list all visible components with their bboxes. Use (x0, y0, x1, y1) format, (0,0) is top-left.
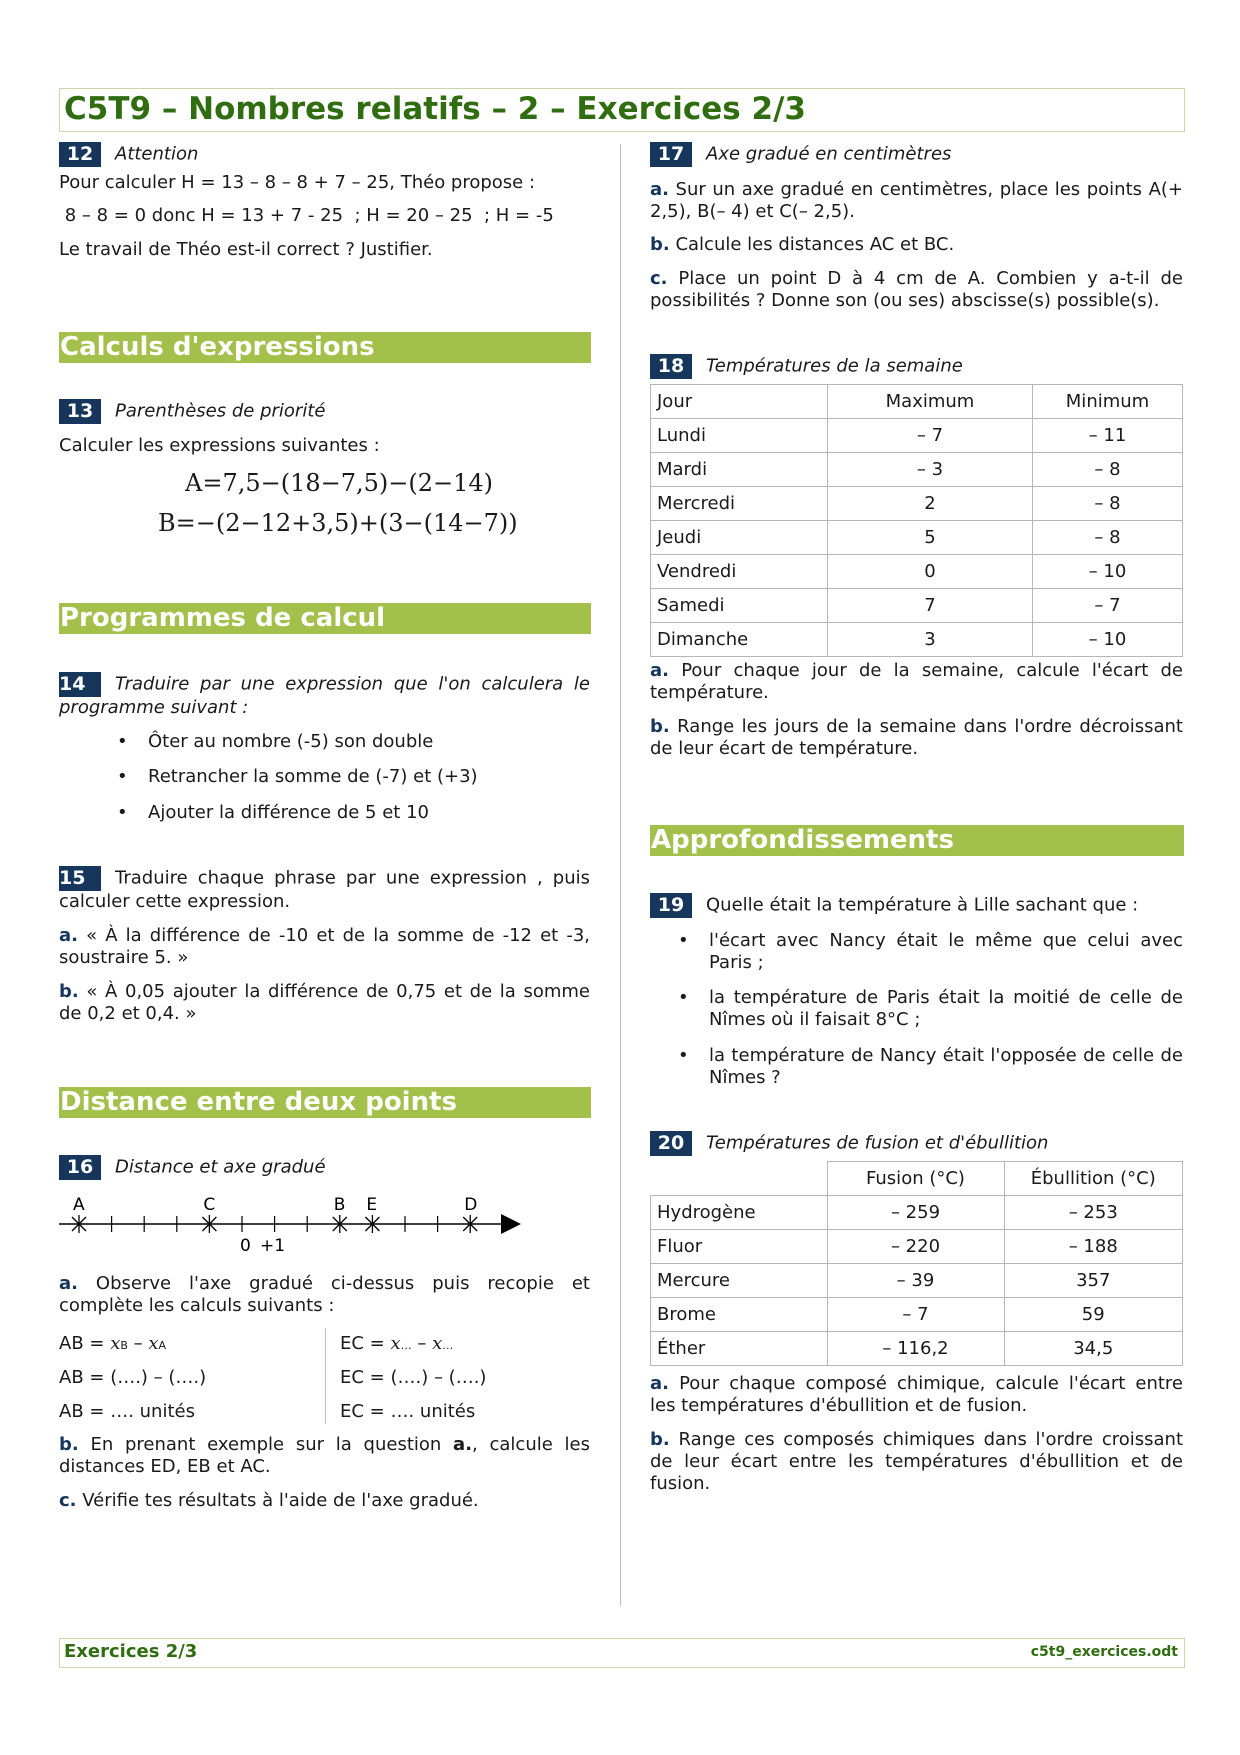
table-header (651, 1162, 828, 1196)
axis-point-c (202, 1195, 216, 1233)
exercise-18-header (650, 354, 963, 379)
x-var: x (432, 1333, 443, 1354)
ex19-item-2: • la température de Paris était la moitié de celle de Nîmes où il faisait 8°C ; (709, 987, 1183, 1031)
column-divider (620, 144, 621, 1606)
x-var: x (148, 1333, 159, 1354)
calc-ec-2: EC = (….) – (….) (340, 1367, 487, 1388)
question-label: b. (650, 1429, 670, 1450)
calc-ab-1 (59, 1333, 166, 1357)
question-label: a. (59, 925, 78, 946)
question-label: c. (59, 1490, 77, 1511)
table-cell: Brome (651, 1298, 828, 1332)
table-cell: Mercredi (651, 487, 828, 521)
page-footer (59, 1638, 1185, 1668)
axis-point-label: A (73, 1195, 85, 1215)
page-header (59, 88, 1185, 132)
ex14-item-2: • Retrancher la somme de (-7) et (+3) (148, 766, 478, 788)
table-cell: Vendredi (651, 555, 828, 589)
exercise-text: Traduire chaque phrase par une expression , puis calculer cette expression. (59, 867, 590, 912)
table-cell: 0 (828, 555, 1033, 589)
axis-point-d (463, 1195, 477, 1233)
page-title: C5T9 – Nombres relatifs – 2 – Exercices 2/3 (64, 91, 806, 127)
table-cell: – 3 (828, 453, 1033, 487)
table-cell: 3 (828, 623, 1033, 657)
exercise-12-header (59, 142, 198, 167)
ex15-question-a (59, 925, 590, 969)
ex13-intro: Calculer les expressions suivantes : (59, 435, 380, 456)
table-cell: – 39 (827, 1264, 1004, 1298)
table-header: Ébullition (°C) (1004, 1162, 1183, 1196)
exercise-title: Distance et axe gradué (115, 1156, 326, 1178)
question-label: b. (650, 716, 670, 737)
table-cell: – 7 (1033, 589, 1183, 623)
table-cell: Fluor (651, 1230, 828, 1264)
axis-point-label: E (366, 1195, 378, 1215)
table-cell: – 188 (1004, 1230, 1183, 1264)
exercise-title: Températures de la semaine (706, 355, 963, 377)
fusion-table (650, 1161, 1183, 1366)
section-approfondissements: Approfondissements (650, 825, 1184, 856)
axis-point-label: B (333, 1195, 346, 1215)
exercise-number: 13 (59, 399, 101, 424)
table-cell: – 116,2 (827, 1332, 1004, 1366)
question-text: , calcule les distances ED, EB et AC. (59, 1434, 590, 1477)
exercise-title: Axe gradué en centimètres (706, 143, 952, 165)
subscript: … (442, 1339, 454, 1352)
question-text: Pour chaque composé chimique, calcule l'écart entre les températures d'ébullition et de fusion. (650, 1373, 1183, 1416)
ex12-line3: Le travail de Théo est-il correct ? Justifier. (59, 239, 433, 260)
ex18-question-b (650, 716, 1183, 760)
ex17-question-a (650, 179, 1183, 223)
calc-ec-1 (340, 1333, 453, 1357)
subscript: B (120, 1339, 128, 1352)
temperature-table (650, 384, 1183, 657)
exercise-17-header (650, 142, 951, 167)
table-cell: Éther (651, 1332, 828, 1366)
question-text: « À la différence de -10 et de la somme de -12 et -3, soustraire 5. » (59, 925, 590, 968)
table-cell: 7 (828, 589, 1033, 623)
x-var: x (110, 1333, 121, 1354)
table-row (651, 555, 1183, 589)
exercise-number: 16 (59, 1155, 101, 1180)
table-cell: – 11 (1033, 419, 1183, 453)
table-cell: Jeudi (651, 521, 828, 555)
axis-label-zero: 0 (240, 1236, 251, 1256)
question-text: Place un point D à 4 cm de A. Combien y a-t-il de possibilités ? Donne son (ou ses) abscisse(s) possible(s). (650, 268, 1183, 311)
table-cell: Samedi (651, 589, 828, 623)
exercise-14-header (59, 672, 590, 719)
ex16-question-c (59, 1490, 590, 1512)
footer-filename: c5t9_exercices.odt (1030, 1644, 1178, 1660)
ex20-question-a (650, 1373, 1183, 1417)
table-cell: – 7 (827, 1298, 1004, 1332)
minus-sign: – (411, 1333, 433, 1354)
table-row (651, 487, 1183, 521)
table-row (651, 1298, 1183, 1332)
ex17-question-b (650, 234, 1183, 256)
calc-ec-3: EC = …. unités (340, 1401, 476, 1422)
table-header-row (651, 385, 1183, 419)
exercise-title: Traduire par une expression que l'on calculera le programme suivant : (59, 673, 590, 718)
question-text: En prenant exemple sur la question (78, 1434, 454, 1455)
exercise-number: 15 (59, 866, 101, 891)
expression-b: B=−(2−12+3,5)+(3−(14−7)) (158, 509, 518, 537)
calc-divider (325, 1328, 326, 1424)
calc-ab-2: AB = (….) – (….) (59, 1367, 207, 1388)
exercise-19-header (650, 893, 1138, 918)
exercise-title: Températures de fusion et d'ébullition (706, 1132, 1049, 1154)
calc-text: AB = (59, 1333, 111, 1354)
question-label: b. (59, 981, 79, 1002)
exercise-number: 18 (650, 354, 692, 379)
table-row (651, 419, 1183, 453)
axis-point-e (365, 1195, 379, 1233)
axis-arrow (501, 1214, 521, 1234)
table-header: Fusion (°C) (827, 1162, 1004, 1196)
question-label: a. (59, 1273, 78, 1294)
axis-point-b (333, 1195, 347, 1233)
table-header: Jour (651, 385, 828, 419)
question-text: « À 0,05 ajouter la différence de 0,75 et de la somme de 0,2 et 0,4. » (59, 981, 590, 1024)
table-cell: 59 (1004, 1298, 1183, 1332)
exercise-16-header (59, 1155, 326, 1180)
subscript: A (158, 1339, 167, 1352)
ex17-question-c (650, 268, 1183, 312)
table-cell: – 10 (1033, 555, 1183, 589)
question-label: a. (650, 660, 669, 681)
table-row (651, 1332, 1183, 1366)
table-cell: Hydrogène (651, 1196, 828, 1230)
table-header: Minimum (1033, 385, 1183, 419)
axis-point-label: C (203, 1195, 216, 1215)
exercise-20-header (650, 1131, 1048, 1156)
table-cell: – 8 (1033, 453, 1183, 487)
ex12-line2: 8 – 8 = 0 donc H = 13 + 7 - 25 ; H = 20 – 25 ; H = -5 (59, 205, 554, 226)
table-row (651, 589, 1183, 623)
ex19-item-3: • la température de Nancy était l'opposée de celle de Nîmes ? (709, 1045, 1183, 1089)
graduated-axis (59, 1188, 529, 1258)
calc-text: EC = (340, 1333, 391, 1354)
table-row (651, 1196, 1183, 1230)
question-label: c. (650, 268, 668, 289)
exercise-number: 17 (650, 142, 692, 167)
table-cell: – 253 (1004, 1196, 1183, 1230)
question-ref: a. (453, 1434, 473, 1455)
table-row (651, 521, 1183, 555)
table-cell: – 8 (1033, 521, 1183, 555)
exercise-title: Attention (115, 143, 199, 165)
ex15-question-b (59, 981, 590, 1025)
ex12-line1: Pour calculer H = 13 – 8 – 8 + 7 – 25, Théo propose : (59, 172, 536, 193)
table-cell: Mardi (651, 453, 828, 487)
table-cell: – 220 (827, 1230, 1004, 1264)
exercise-13-header (59, 399, 325, 424)
exercise-15-intro (59, 866, 590, 913)
table-cell: – 10 (1033, 623, 1183, 657)
table-row (651, 453, 1183, 487)
ex16-question-b (59, 1434, 590, 1478)
question-label: a. (650, 179, 669, 200)
table-header: Maximum (828, 385, 1033, 419)
axis-point-a (72, 1195, 86, 1233)
x-var: x (390, 1333, 401, 1354)
exercise-title: Parenthèses de priorité (115, 400, 326, 422)
table-cell: 5 (828, 521, 1033, 555)
footer-left: Exercices 2/3 (64, 1641, 198, 1662)
question-text: Calcule les distances AC et BC. (669, 234, 955, 255)
question-text: Sur un axe gradué en centimètres, place les points A(+ 2,5), B(– 4) et C(– 2,5). (650, 179, 1183, 222)
ex18-question-a (650, 660, 1183, 704)
exercise-number: 12 (59, 142, 101, 167)
expression-a: A=7,5−(18−7,5)−(2−14) (185, 469, 494, 497)
table-row (651, 623, 1183, 657)
table-cell: Lundi (651, 419, 828, 453)
question-text: Pour chaque jour de la semaine, calcule l'écart de température. (650, 660, 1183, 703)
section-distance: Distance entre deux points (59, 1087, 591, 1118)
table-row (651, 1230, 1183, 1264)
ex20-question-b (650, 1429, 1183, 1495)
table-cell: Dimanche (651, 623, 828, 657)
minus-sign: – (127, 1333, 149, 1354)
section-programmes: Programmes de calcul (59, 603, 591, 634)
ex14-item-1: • Ôter au nombre (-5) son double (148, 731, 433, 753)
table-header-row (651, 1162, 1183, 1196)
exercise-number: 20 (650, 1131, 692, 1156)
ex14-item-3: • Ajouter la différence de 5 et 10 (148, 802, 429, 824)
table-row (651, 1264, 1183, 1298)
exercise-number: 14 (59, 672, 101, 697)
table-cell: – 259 (827, 1196, 1004, 1230)
axis-label-one: +1 (260, 1236, 286, 1256)
table-cell: 2 (828, 487, 1033, 521)
subscript: … (400, 1339, 412, 1352)
exercise-title: Quelle était la température à Lille sachant que : (706, 894, 1139, 916)
table-cell: 34,5 (1004, 1332, 1183, 1366)
question-label: a. (650, 1373, 669, 1394)
axis-point-label: D (464, 1195, 478, 1215)
table-cell: – 7 (828, 419, 1033, 453)
question-text: Range les jours de la semaine dans l'ordre décroissant de leur écart de température. (650, 716, 1183, 759)
ex19-item-1: • l'écart avec Nancy était le même que celui avec Paris ; (709, 930, 1183, 974)
calc-ab-3: AB = …. unités (59, 1401, 195, 1422)
question-text: Vérifie tes résultats à l'aide de l'axe gradué. (76, 1490, 479, 1511)
question-label: b. (59, 1434, 79, 1455)
table-cell: 357 (1004, 1264, 1183, 1298)
section-calculs: Calculs d'expressions (59, 332, 591, 363)
question-text: Range ces composés chimiques dans l'ordre croissant de leur écart entre les températures d'ébullition et de fusion. (650, 1429, 1183, 1494)
ex16-question-a (59, 1273, 590, 1317)
question-text: Observe l'axe gradué ci-dessus puis recopie et complète les calculs suivants : (59, 1273, 590, 1316)
table-cell: Mercure (651, 1264, 828, 1298)
table-cell: – 8 (1033, 487, 1183, 521)
exercise-number: 19 (650, 893, 692, 918)
question-label: b. (650, 234, 670, 255)
